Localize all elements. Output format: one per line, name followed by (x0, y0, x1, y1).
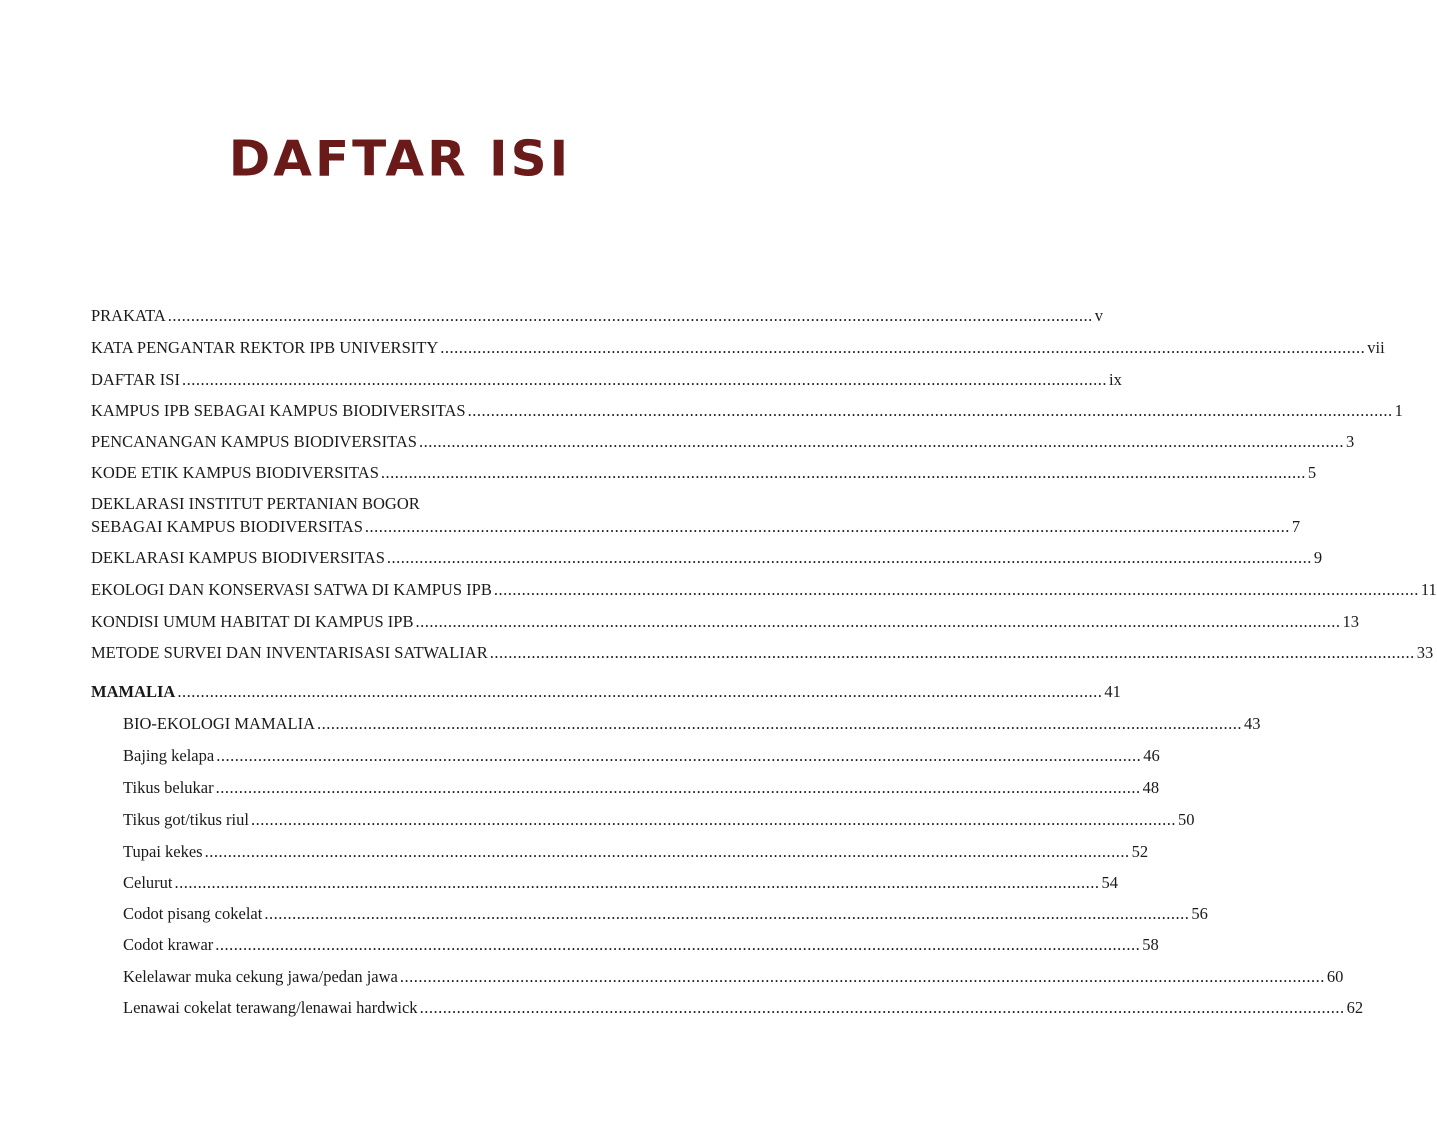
toc-entry-page: 1 (1394, 401, 1403, 420)
toc-entry-page: 46 (1143, 746, 1160, 765)
toc-entry[interactable] (91, 548, 1323, 568)
toc-entry-page: ix (1108, 370, 1122, 389)
toc-leader-dots: ........................................................................................................................................................................................................ (204, 842, 1130, 861)
toc-entry[interactable] (91, 401, 1403, 421)
toc-entry-page: 50 (1177, 810, 1195, 829)
toc-entry-label: Lenawai cokelat terawang/lenawai hardwick (123, 998, 418, 1017)
toc-entry[interactable] (91, 463, 1317, 483)
toc-subentry[interactable] (123, 842, 1149, 862)
toc-leader-dots: ........................................................................................................................................................................................................ (440, 338, 1366, 357)
toc-entry[interactable] (91, 370, 1122, 390)
toc-entry-label: KONDISI UMUM HABITAT DI KAMPUS IPB (91, 612, 414, 631)
toc-entry-label: KODE ETIK KAMPUS BIODIVERSITAS (91, 463, 379, 482)
toc-leader-dots: ........................................................................................................................................................................................................ (364, 517, 1290, 536)
toc-entry-page: 58 (1142, 935, 1159, 954)
toc-entry[interactable] (91, 612, 1359, 632)
toc-leader-dots: ........................................................................................................................................................................................................ (415, 612, 1341, 631)
page-title: DAFTAR ISI (228, 130, 572, 188)
toc-subentry[interactable] (123, 873, 1118, 893)
toc-subentry[interactable] (123, 998, 1364, 1018)
toc-entry-page: 7 (1291, 517, 1301, 536)
toc-entry-page: 62 (1346, 998, 1364, 1017)
toc-leader-dots: ........................................................................................................................................................................................................ (493, 580, 1419, 599)
toc-entry-page: 56 (1191, 904, 1208, 923)
toc-leader-dots: ........................................................................................................................................................................................................ (215, 935, 1141, 954)
toc-subentry[interactable] (123, 714, 1261, 734)
toc-leader-dots: ........................................................................................................................................................................................................ (177, 682, 1103, 701)
toc-leader-dots: ........................................................................................................................................................................................................ (215, 778, 1141, 797)
toc-leader-dots: ........................................................................................................................................................................................................ (386, 548, 1312, 567)
toc-entry-label: DAFTAR ISI (91, 370, 180, 389)
toc-entry-label: MAMALIA (91, 682, 176, 701)
toc-entry[interactable] (91, 306, 1104, 326)
toc-entry-label: KATA PENGANTAR REKTOR IPB UNIVERSITY (91, 338, 439, 357)
toc-entry-page: v (1094, 306, 1104, 325)
toc-entry-label: METODE SURVEI DAN INVENTARISASI SATWALIAR (91, 643, 488, 662)
toc-leader-dots: ........................................................................................................................................................................................................ (181, 370, 1107, 389)
toc-leader-dots: ........................................................................................................................................................................................................ (418, 432, 1344, 451)
toc-entry[interactable] (91, 580, 1437, 600)
toc-entry-page: vii (1367, 338, 1385, 357)
toc-entry[interactable] (91, 517, 1301, 537)
toc-entry-label: KAMPUS IPB SEBAGAI KAMPUS BIODIVERSITAS (91, 401, 466, 420)
toc-leader-dots: ........................................................................................................................................................................................................ (419, 998, 1345, 1017)
toc-entry-label: SEBAGAI KAMPUS BIODIVERSITAS (91, 517, 363, 536)
toc-leader-dots: ........................................................................................................................................................................................................ (399, 967, 1325, 986)
toc-entry-label: EKOLOGI DAN KONSERVASI SATWA DI KAMPUS IPB (91, 580, 492, 599)
toc-subentry[interactable] (123, 746, 1160, 766)
toc-entry-label-line1: DEKLARASI INSTITUT PERTANIAN BOGOR (91, 494, 420, 513)
toc-subentry[interactable] (123, 810, 1195, 830)
toc-entry-label: DEKLARASI KAMPUS BIODIVERSITAS (91, 548, 385, 567)
toc-leader-dots: ........................................................................................................................................................................................................ (250, 810, 1176, 829)
toc-leader-dots: ........................................................................................................................................................................................................ (489, 643, 1415, 662)
toc-entry-page: 5 (1307, 463, 1317, 482)
toc-entry-label: Tikus belukar (123, 778, 214, 797)
toc-entry-page: 41 (1104, 682, 1121, 701)
toc-subentry[interactable] (123, 967, 1344, 987)
toc-entry-page: 3 (1345, 432, 1355, 451)
toc-entry-label: PRAKATA (91, 306, 166, 325)
toc-entry-label: Codot krawar (123, 935, 214, 954)
toc-entry-label: Bajing kelapa (123, 746, 215, 765)
toc-entry-page: 54 (1101, 873, 1118, 892)
toc-leader-dots: ........................................................................................................................................................................................................ (216, 746, 1142, 765)
toc-leader-dots: ........................................................................................................................................................................................................ (174, 873, 1100, 892)
toc-leader-dots: ........................................................................................................................................................................................................ (380, 463, 1306, 482)
toc-entry-page: 48 (1142, 778, 1160, 797)
toc-entry-label: BIO-EKOLOGI MAMALIA (123, 714, 316, 733)
toc-entry-label: Codot pisang cokelat (123, 904, 263, 923)
toc-subentry[interactable] (123, 904, 1208, 924)
toc-section-heading[interactable] (91, 682, 1121, 702)
toc-leader-dots: ........................................................................................................................................................................................................ (167, 306, 1093, 325)
toc-entry-label: Kelelawar muka cekung jawa/pedan jawa (123, 967, 398, 986)
toc-entry-label: Tupai kekes (123, 842, 203, 861)
toc-entry-page: 33 (1416, 643, 1434, 662)
toc-subentry[interactable] (123, 778, 1160, 798)
toc-leader-dots: ........................................................................................................................................................................................................ (317, 714, 1243, 733)
toc-subentry[interactable] (123, 935, 1159, 955)
toc-entry-label: Tikus got/tikus riul (123, 810, 249, 829)
toc-entry-page: 13 (1342, 612, 1359, 631)
toc-entry[interactable] (91, 432, 1355, 452)
toc-entry-label: PENCANANGAN KAMPUS BIODIVERSITAS (91, 432, 417, 451)
toc-leader-dots: ........................................................................................................................................................................................................ (467, 401, 1393, 420)
toc-entry[interactable] (91, 643, 1434, 663)
toc-entry-page: 52 (1131, 842, 1149, 861)
toc-entry-page: 11 (1420, 580, 1437, 599)
toc-entry-page: 9 (1313, 548, 1323, 567)
toc-entry-label: Celurut (123, 873, 173, 892)
toc-leader-dots: ........................................................................................................................................................................................................ (264, 904, 1190, 923)
toc-entry-page: 60 (1326, 967, 1344, 986)
toc-entry[interactable] (91, 338, 1385, 358)
toc-entry-page: 43 (1244, 714, 1261, 733)
